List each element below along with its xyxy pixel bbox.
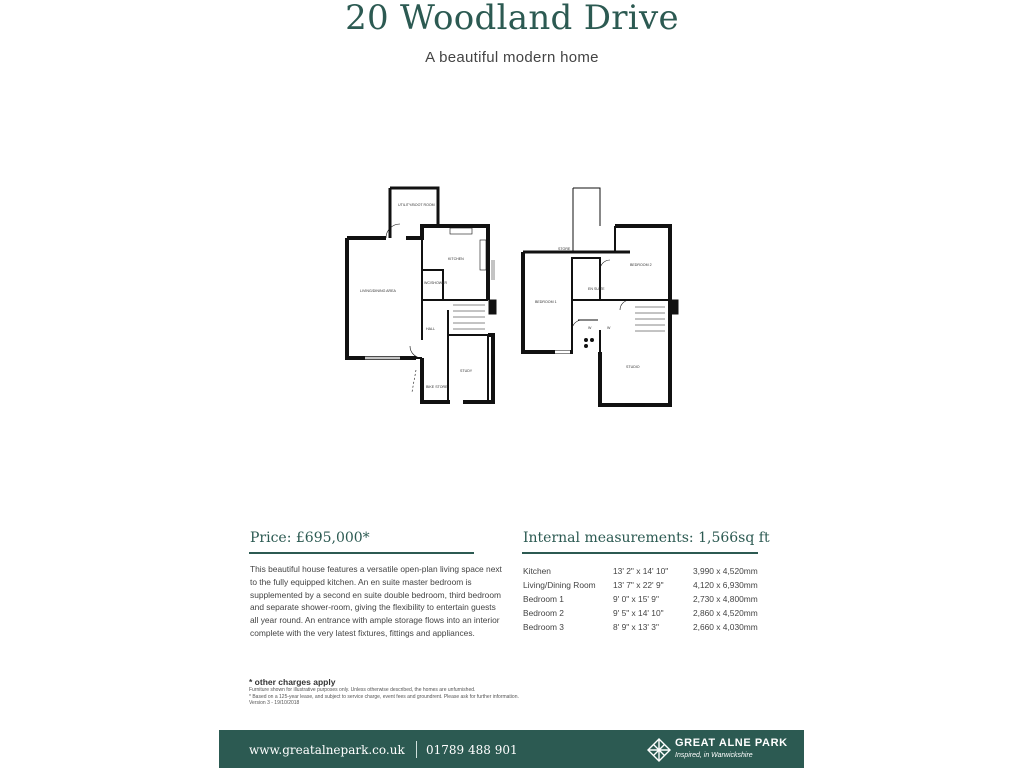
footer-divider (416, 741, 417, 758)
label-bike-store: BIKE STORE (426, 385, 448, 389)
label-bedroom-2: BEDROOM 2 (630, 263, 652, 267)
label-study: STUDY (460, 369, 473, 373)
table-row: Living/Dining Room 13' 7" x 22' 9" 4,120 x 6,930mm (523, 580, 758, 590)
first-floor-plan (523, 188, 678, 406)
label-living: LIVING/DINING AREA (360, 289, 396, 293)
label-en-suite: EN SUITE (588, 287, 605, 291)
price-rule (249, 552, 474, 554)
price-heading: Price: £695,000* (250, 530, 370, 546)
lease-note: * Based on a 125-year lease, and subject to service charge, event fees and groundrent. Please ask for further information. (249, 693, 519, 700)
property-title: 20 Woodland Drive (345, 0, 679, 38)
label-kitchen: KITCHEN (448, 257, 464, 261)
label-studio: STUDIO (626, 365, 640, 369)
footnotes (249, 678, 589, 707)
measurements-rule (522, 552, 758, 554)
table-row: Bedroom 1 9' 0" x 15' 9" 2,730 x 4,800mm (523, 594, 758, 604)
footer-bar (219, 730, 804, 768)
label-store: STORE (558, 247, 571, 251)
website-link[interactable]: www.greatalnepark.co.uk (249, 743, 405, 757)
label-w2: W (607, 326, 611, 330)
floor-plans (330, 180, 700, 415)
measurements-table (523, 566, 758, 636)
furniture-note: Furniture shown for illustrative purposes only. Unless otherwise described, the homes are unfurnished. (249, 687, 476, 693)
label-w1: W (588, 326, 592, 330)
label-wc: WC/SHOWER (424, 281, 448, 285)
label-utility: UTILITY/BOOT ROOM (398, 203, 435, 207)
table-row: Bedroom 3 8' 9" x 13' 3" 2,660 x 4,030mm (523, 622, 758, 632)
charges-note: * other charges apply (249, 677, 336, 687)
measurements-heading: Internal measurements: 1,566sq ft (523, 530, 770, 546)
brand-name: GREAT ALNE PARK (675, 737, 788, 749)
lattice-logo-icon (647, 738, 671, 762)
version-note: Version 3 - 19/10/2018 (249, 700, 300, 707)
label-bedroom-1: BEDROOM 1 (535, 300, 557, 304)
ground-floor-plan (347, 188, 496, 402)
table-row: Bedroom 2 9' 5" x 14' 10" 2,860 x 4,520mm (523, 608, 758, 618)
phone-number[interactable]: 01789 488 901 (426, 743, 518, 757)
property-description: This beautiful house features a versatile open-plan living space next to the fully equipped kitchen. An en suite master bedroom is supplemented by a second en suite double bedroom, third bedroom and separate shower-room, giving the flexibility to entertain guests all year round. An entrance with ample storage flows into an interior complete with the very latest fixtures, fittings and appliances. (250, 564, 502, 638)
label-hall: HALL (426, 327, 435, 331)
brand-tagline: Inspired, in Warwickshire (675, 752, 753, 759)
table-row: Kitchen 13' 2" x 14' 10" 3,990 x 4,520mm (523, 566, 758, 576)
property-subtitle: A beautiful modern home (425, 49, 599, 66)
